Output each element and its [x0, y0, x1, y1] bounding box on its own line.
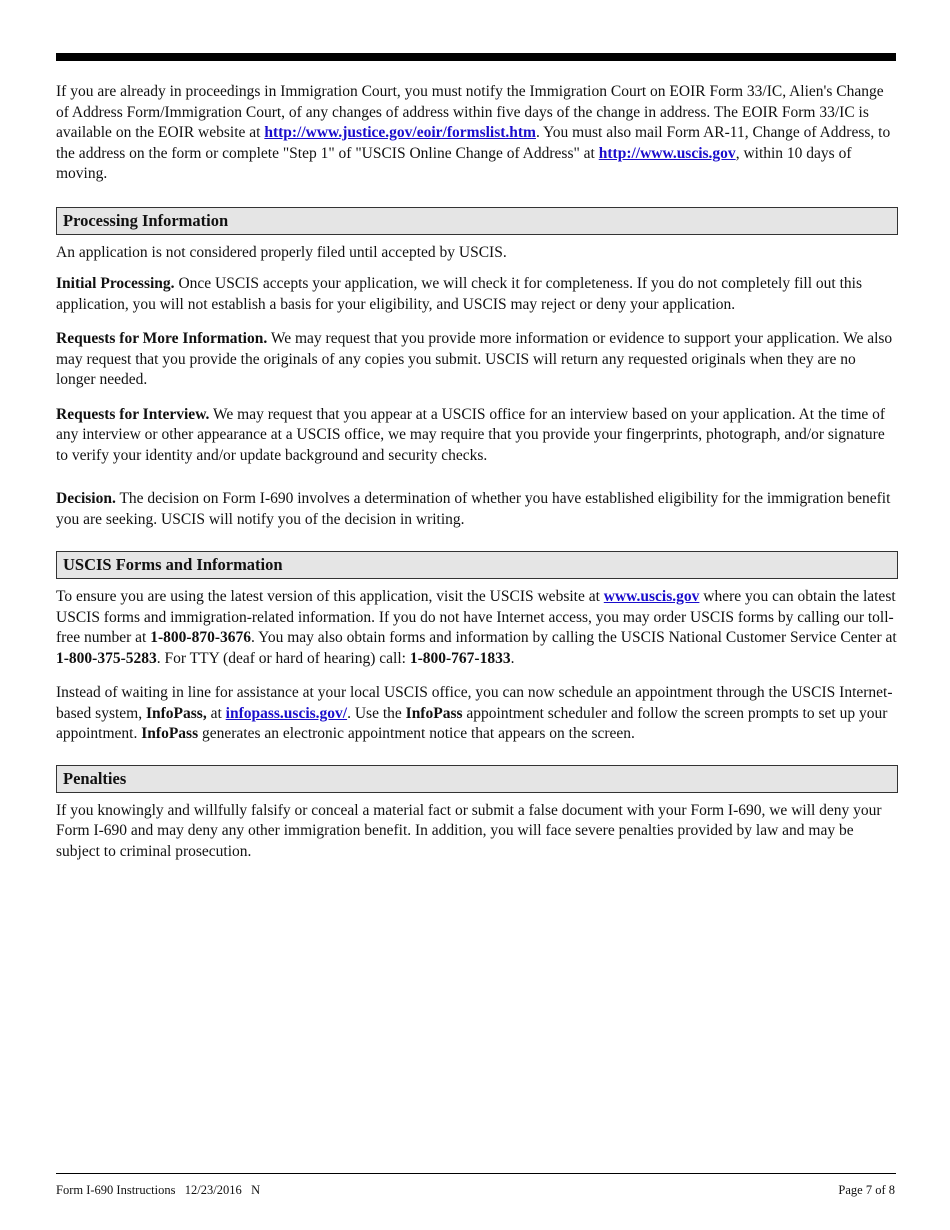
ncsc-number: 1-800-375-5283	[56, 649, 157, 667]
uscis-forms-heading: USCIS Forms and Information	[56, 551, 898, 579]
filing-paragraph: An application is not considered properly filed until accepted by USCIS.	[56, 243, 507, 261]
footer-rule	[56, 1173, 896, 1174]
decision-paragraph: Decision. The decision on Form I-690 involves a determination of whether you have established eligibility for the immigration benefit you are seeking. USCIS will notify you of the decision in writing.	[56, 490, 891, 528]
infopass-link[interactable]: infopass.uscis.gov/	[225, 704, 348, 722]
footer-page-number: Page 7 of 8	[838, 1183, 895, 1197]
processing-information-heading: Processing Information	[56, 207, 898, 235]
penalties-paragraph: If you knowingly and willfully falsify or conceal a material fact or submit a false document with your Form I-690, we will deny your Form I-690 and may deny any other immigration benefit. In addition, you will face severe penalties provided by law and may be subject to criminal prosecution.	[56, 801, 882, 860]
tty-number: 1-800-767-1833	[409, 649, 511, 667]
penalties-heading: Penalties	[56, 765, 898, 793]
uscis-link[interactable]: http://www.uscis.gov	[598, 144, 736, 162]
more-information-paragraph: Requests for More Information. We may request that you provide more information or evidence to support your application. We also may request that you provide the originals of any copies you submit. USCIS will return any requested originals when they are no longer needed.	[56, 330, 893, 388]
toll-free-number: 1-800-870-3676	[150, 629, 251, 646]
initial-processing-paragraph: Initial Processing. Once USCIS accepts your application, we will check it for completeness. If you do not completely fill out this application, you will not establish a basis for your eligibility, and USCIS may reject or deny your application.	[56, 275, 862, 313]
uscis-website-link[interactable]: www.uscis.gov	[603, 588, 700, 605]
interview-paragraph: Requests for Interview. We may request that you appear at a USCIS office for an interview based on your application. At the time of any interview or other appearance at a USCIS office, we may require that you provide your fingerprints, photograph, and/or signature to verify your identity and/or update background and security checks.	[56, 405, 886, 464]
infopass-paragraph: Instead of waiting in line for assistance at your local USCIS office, you can now schedule an appointment through the USCIS Internet-based system, InfoPass, at infopass.uscis.gov/. Use the InfoPass appointment scheduler and follow the screen prompts to set up your appointment. InfoPass generates an electronic appointment notice that appears on the screen.	[56, 684, 893, 742]
footer-form-info: Form I-690 Instructions 12/23/2016 N	[56, 1183, 261, 1197]
forms-paragraph: To ensure you are using the latest version of this application, visit the USCIS website at www.uscis.gov where you can obtain the latest USCIS forms and immigration-related information. If you do not have Internet access, you may order USCIS forms by calling our toll-free number at 1-800-870-3676. You may also obtain forms and information by calling the USCIS National Customer Service Center at 1-800-375-5283. For TTY (deaf or hard of hearing) call: 1-800-767-1833.	[56, 588, 897, 667]
eoir-forms-link[interactable]: http://www.justice.gov/eoir/formslist.htm	[264, 124, 536, 141]
top-rule	[56, 53, 896, 61]
document-body	[56, 82, 898, 874]
intro-paragraph: If you are already in proceedings in Immigration Court, you must notify the Immigration Court on EOIR Form 33/IC, Alien's Change of Address Form/Immigration Court, of any changes of address within five days of the change in address. The EOIR Form 33/IC is available on the EOIR website at http://www.justice.gov/eoir/formslist.htm. You must also mail Form AR-11, Change of Address, to the address on the form or complete "Step 1" of "USCIS Online Change of Address" at http://www.uscis.gov, within 10 days of moving.	[56, 83, 891, 182]
